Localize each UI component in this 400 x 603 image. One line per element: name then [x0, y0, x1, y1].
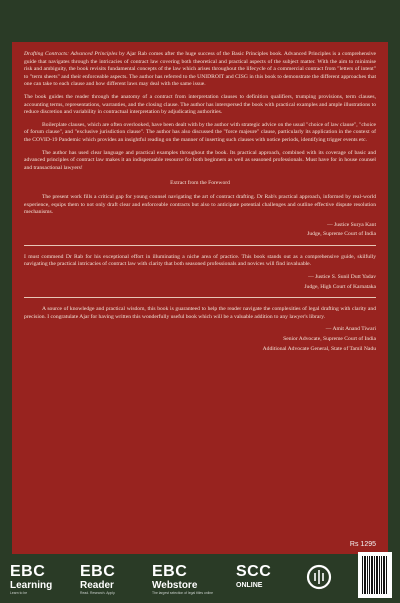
ebc-learning-logo	[10, 564, 52, 595]
paragraph-4: The author has used clear language and practical examples throughout the book. Its practical approach, combined with its coverage of basic and advanced principles of contract law makes it an indispensable resource for both beginners as well as seasoned professionals. Must have for in house counsel and transactional lawyers!	[24, 149, 376, 171]
foreword-signature	[24, 222, 376, 239]
quote-3: A source of knowledge and practical wisdom, this book is guaranteed to help the reader navigate the complexities of legal drafting with clarity and precision. I congratulate Ajar for having written this wonderfully useful book which will be a valuable addition to any lawyer's library.	[24, 306, 376, 320]
ebc-webstore-logo	[152, 564, 213, 595]
quote-3-signature	[24, 326, 376, 353]
ebc-reader-logo	[80, 564, 115, 595]
quote-3-role-2: Additional Advocate General, State of Tamil Nadu	[262, 345, 376, 352]
ebc-learning-bottom: Learning	[10, 580, 53, 591]
divider	[24, 297, 376, 298]
ebc-webstore-top: EBC	[152, 563, 188, 580]
barcode	[358, 552, 392, 598]
scc-online-bottom: ONLINE	[236, 582, 263, 589]
intro-paragraph	[24, 51, 376, 89]
ebc-reader-top: EBC	[80, 563, 116, 580]
ebc-reader-tag: Read. Research. Apply.	[80, 591, 116, 595]
quote-2-signature	[24, 274, 376, 291]
price-label: Rs 1295	[349, 541, 376, 548]
foreword-quote: The present work fills a critical gap for young counsel navigating the art of contract drafting. Dr Rab's practical approach, informed by real-world experience, equips them to not only draft clear and enforceable contracts but also to anticipate potential challenges and outline effective dispute resolution mechanisms.	[24, 193, 376, 216]
foreword-role: Judge, Supreme Court of India	[307, 231, 376, 238]
quote-2-role: Judge, High Court of Karnataka	[304, 283, 376, 290]
scc-online-top: SCC	[236, 563, 272, 580]
intro-text: by Ajar Rab comes after the huge success of the Basic Principles book. Advanced Principles is a comprehensive guide that navigates through the intricacies of contract law covering both theoretical and practical aspects of the subject matter. With the aim to minimise risk and ambiguity, the book revisits fundamental concepts of the law which arises throughout the lifecycle of a commercial contract from "letters of intent" to "term sheets" and their enforceable aspects. The author has referred to the UNIDROIT and CISG in this book to demonstrate the different approaches that one can take to each clause and how different laws may deal with the same issue.	[24, 51, 376, 88]
foreword-title: Extract from the Foreword	[170, 180, 230, 187]
paragraph-3: Boilerplate clauses, which are often overlooked, have been dealt with by the author with strategic advice on the usual "choice of law clause", "choice of forum clause", and "exclusive jurisdiction clause". The author has also discussed the "force majeure" clause, particularly its application in the context of the COVID-19 Pandemic which provides an insightful reading on the manner of inserting such clauses with notice periods, identifying trigger events etc.	[24, 121, 376, 143]
quote-3-role-1: Senior Advocate, Supreme Court of India	[283, 336, 376, 343]
publisher-emblem-icon	[306, 564, 332, 590]
quote-2: I must commend Dr Rab for his exceptional effort in illuminating a niche area of practice. This book stands out as a comprehensive guide, skilfully navigating the practical intricacies of contract law with clarity that both seasoned professionals and novices will find invaluable.	[24, 253, 376, 268]
foreword-name: — Justice Surya Kant	[327, 221, 376, 228]
scc-online-logo	[236, 564, 271, 591]
barcode-icon	[358, 552, 392, 598]
book-title: Drafting Contracts: Advanced Principles	[24, 51, 118, 57]
ebc-learning-top: EBC	[10, 563, 46, 580]
paragraph-2: The book guides the reader through the anatomy of a contract from interpretation clauses to definition qualifiers, trumping provisions, term clauses, accounting terms, representations, warranties, and the closing clause. The author has interspersed the book with practical examples and ample illustrations to reduce discretion and variability in contractual interpretation by adjudicating authorities.	[24, 93, 376, 116]
quote-3-name: — Amit Anand Tiwari	[325, 326, 376, 333]
ebc-webstore-bottom: Webstore	[152, 580, 198, 591]
ebc-learning-tag: Learn to be	[10, 591, 28, 595]
ebc-reader-bottom: Reader	[80, 580, 114, 591]
quote-2-name: — Justice S. Sunil Dutt Yadav	[308, 274, 376, 281]
back-cover-panel	[12, 42, 388, 554]
ebc-webstore-tag: The largest selection of legal titles online	[152, 591, 214, 595]
publisher-strip	[0, 541, 400, 600]
divider	[24, 245, 376, 246]
